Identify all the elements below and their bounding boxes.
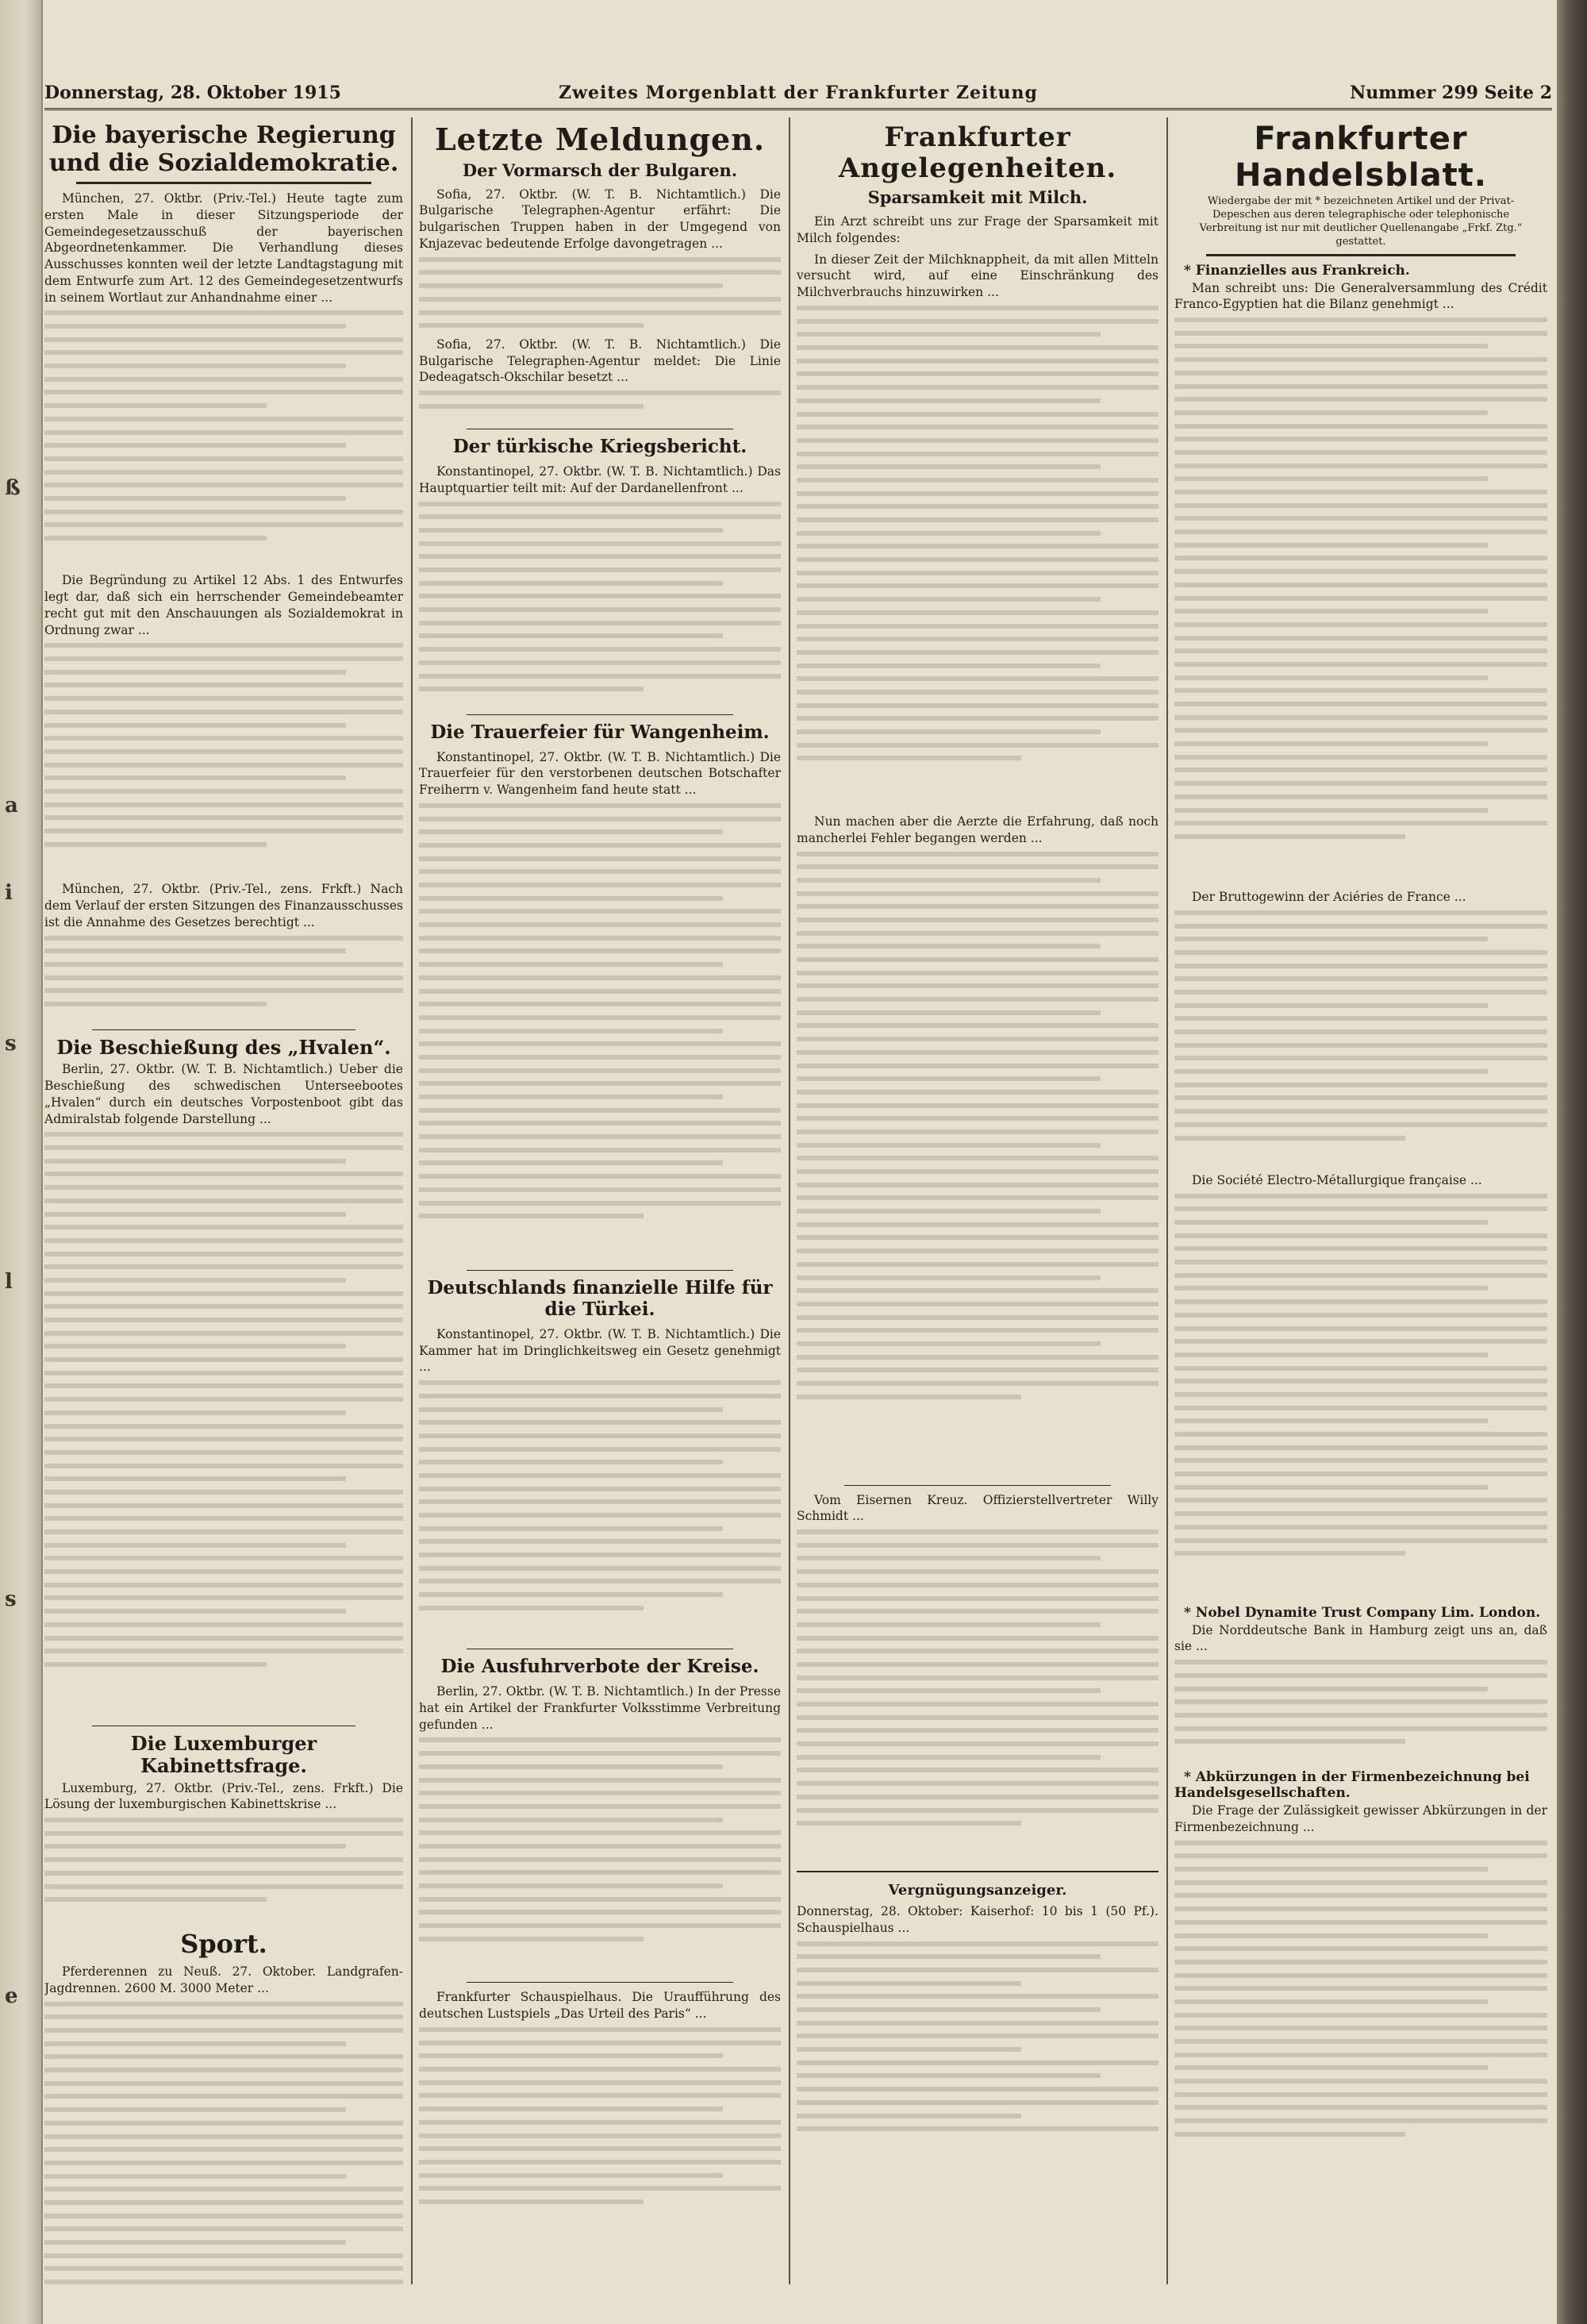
article-paragraph: Konstantinopel, 27. Oktbr. (W. T. B. Nichtamtlich.) Die Trauerfeier für den verstorbenen deutschen Botschafter Freiherrn v. Wangenheim fand heute statt ... [419,749,781,798]
column-rule [411,117,413,2284]
article-paragraph: Die Frage der Zulässigkeit gewisser Abkürzungen in der Firmenbezeichnung ... [1174,1803,1547,1834]
section-title-frankfurter-angelegenheiten: Frankfurter Angelegenheiten. [838,121,1117,185]
text-block [797,1941,1159,2156]
masthead: Zweites Morgenblatt der Frankfurter Zeitung [559,83,1038,103]
article-paragraph: Die Begründung zu Artikel 12 Abs. 1 des Entwurfes legt dar, daß sich ein herrschender Gemeindebeamter recht gut mit den Anschauungen als Sozialdemokrat in Ordnung zwar ... [44,573,403,637]
section-rule [844,1485,1111,1486]
issue-date: Donnerstag, 28. Oktober 1915 [44,83,341,103]
text-block [419,2027,781,2226]
text-block [419,1737,781,1976]
article-title-hvalen: Die Beschießung des „Hvalen“. [56,1035,391,1059]
article-paragraph: Pferderennen zu Neuß. 27. Oktober. Landgrafen-Jagdrennen. 2600 M. 3000 Meter ... [44,1964,403,1995]
article-paragraph: Konstantinopel, 27. Oktbr. (W. T. B. Nichtamtlich.) Die Kammer hat im Dringlichkeitsweg ein Gesetz genehmigt ... [419,1326,781,1375]
edge-fragment: ß [5,476,21,500]
column-rule [1166,117,1168,2284]
edge-fragment: a [5,794,18,818]
article-title-finanzielle-hilfe: Deutschlands finanzielle Hilfe für die Türkei. [427,1276,773,1320]
text-block [44,643,403,881]
article-paragraph: Konstantinopel, 27. Oktbr. (W. T. B. Nichtamtlich.) Das Hauptquartier teilt mit: Auf der Dardanellenfront ... [419,464,781,495]
section-title-sport: Sport. [180,1929,267,1960]
edge-fragment: s [5,1032,17,1056]
article-title-luxemburg: Die Luxemburger Kabinettsfrage. [130,1732,317,1777]
text-block [419,502,781,708]
article-paragraph: Vom Eisernen Kreuz. Offizierstellvertreter Willy Schmidt ... [797,1492,1159,1524]
book-binding-edge [1557,0,1587,2324]
text-block [1174,317,1547,889]
column-1 [44,117,403,2284]
article-title-bavaria: Die bayerische Regierung und die Sozialdemokratie. [48,121,399,177]
text-block [44,1132,403,1719]
edge-fragment: e [5,1984,18,2008]
text-block [797,306,1159,814]
text-block [1174,910,1547,1172]
page-header [44,76,1552,110]
article-paragraph: Sofia, 27. Oktbr. (W. T. B. Nichtamtlich.) Die Bulgarische Telegraphen-Agentur meldet: Die Linie Dedeagatsch-Okschilar besetzt ... [419,337,781,385]
article-paragraph: Man schreibt uns: Die Generalversammlung des Crédit Franco-Egyptien hat die Bilanz genehmigt ... [1174,280,1547,312]
article-paragraph: Sofia, 27. Oktbr. (W. T. B. Nichtamtlich.) Die Bulgarische Telegraphen-Agentur erfährt: Die bulgarischen Truppen haben in der Umgegend von Knjazevac bedeutende Erfolge davongetragen ... [419,187,781,251]
title-rule [1206,254,1516,256]
section-title-vergnuegungsanzeiger: Vergnügungsanzeiger. [888,1882,1067,1899]
edge-fragment: i [5,881,13,905]
section-rule [467,1270,733,1271]
text-block [1174,1660,1547,1763]
article-title-frankreich: * Finanzielles aus Frankreich. [1184,262,1410,279]
article-title-milch: Sparsamkeit mit Milch. [867,187,1088,208]
text-block [419,391,781,422]
column-rule [789,117,790,2284]
article-paragraph: Der Bruttogewinn der Aciéries de France ... [1192,890,1466,905]
article-paragraph: Die Société Electro-Métallurgique française ... [1192,1172,1482,1187]
text-block [44,310,403,572]
text-block [797,852,1159,1479]
article-paragraph: Ein Arzt schreibt uns zur Frage der Sparsamkeit mit Milch folgendes: [797,214,1159,245]
text-block [44,936,403,1023]
column-2 [419,117,781,2284]
article-paragraph: Berlin, 27. Oktbr. (W. T. B. Nichtamtlich.) In der Presse hat ein Artikel der Frankfurter Volksstimme Verbreitung gefunden ... [419,1684,781,1732]
text-block [1174,1194,1547,1599]
listing-paragraph: Donnerstag, 28. Oktober: Kaiserhof: 10 bis 1 (50 Pf.). Schauspielhaus ... [797,1904,1159,1935]
text-block [419,257,781,337]
article-paragraph: München, 27. Oktbr. (Priv.-Tel.) Heute tagte zum ersten Male in dieser Sitzungsperiode der Gemeindegesetzausschuß der bayerischen Abgeordnetenkammer. Die Verhandlung dieses Ausschusses konnten weil der letzte Landtagstagung mit dem Entwurfe zum Art. 12 des Gemeindegesetzentwurfs in seinem Wortlaut zur Anhandnahme einer ... [44,191,403,305]
text-block [1174,1841,1547,2174]
edge-fragment: s [5,1587,17,1611]
article-title-abkuerzungen: * Abkürzungen in der Firmenbezeichnung bei Handelsgesellschaften. [1174,1769,1530,1802]
article-paragraph: München, 27. Oktbr. (Priv.-Tel., zens. Frkft.) Nach dem Verlauf der ersten Sitzungen des Finanzausschusses ist die Annahme des Gesetzes berechtigt ... [44,882,403,929]
text-block [419,803,781,1264]
article-title-ausfuhrverbote: Die Ausfuhrverbote der Kreise. [440,1656,759,1678]
column-3 [797,117,1159,2284]
page-number: Nummer 299 Seite 2 [1350,83,1552,103]
text-block [797,1529,1159,1863]
section-rule [467,714,733,715]
previous-page-edge [0,0,43,2324]
text-block [44,2002,403,2284]
article-paragraph: Luxemburg, 27. Oktbr. (Priv.-Tel., zens. Frkft.) Die Lösung der luxemburgischen Kabinettskrise ... [44,1780,403,1812]
text-block [419,1380,781,1642]
section-title-letzte-meldungen: Letzte Meldungen. [434,121,766,157]
reprint-notice: Wiedergabe der mit * bezeichneten Artikel und der Privat-Depeschen aus deren telegraphische oder telephonische Verbreitung ist nur mit deutlicher Quellenangabe „Frkf. Ztg.“ gestattet. [1199,195,1523,248]
article-paragraph: Nun machen aber die Aerzte die Erfahrung, daß noch mancherlei Fehler begangen werden ... [797,814,1159,845]
section-rule [92,1029,355,1030]
title-rule [76,182,371,184]
article-paragraph: Die Norddeutsche Bank in Hamburg zeigt uns an, daß sie ... [1174,1622,1547,1654]
text-block [44,1818,403,1921]
edge-fragment: l [5,1270,13,1294]
article-title-bulgaren: Der Vormarsch der Bulgaren. [462,160,738,180]
page-sheet [44,76,1552,2299]
vergnuegungsanzeiger-box [797,1871,1159,2156]
article-paragraph-theater: Frankfurter Schauspielhaus. Die Uraufführung des deutschen Lustspiels „Das Urteil des Paris“ ... [419,1990,781,2022]
section-title-handelsblatt: Frankfurter Handelsblatt. [1235,121,1487,194]
section-rule [467,1982,733,1983]
article-title-tuerkischer-kriegsbericht: Der türkische Kriegsbericht. [452,436,747,458]
article-paragraph: Berlin, 27. Oktbr. (W. T. B. Nichtamtlich.) Ueber die Beschießung des schwedischen Unterseebootes „Hvalen“ durch ein deutsches Vorpostenboot gibt das Admiralstab folgende Darstellung ... [44,1062,403,1126]
article-title-wangenheim: Die Trauerfeier für Wangenheim. [430,721,770,743]
column-4 [1174,117,1547,2284]
article-paragraph: In dieser Zeit der Milchknappheit, da mit allen Mitteln versucht wird, auf eine Einschränkung des Milchverbrauchs hinzuwirken ... [797,252,1159,300]
article-title-nobel: * Nobel Dynamite Trust Company Lim. London. [1184,1604,1541,1621]
